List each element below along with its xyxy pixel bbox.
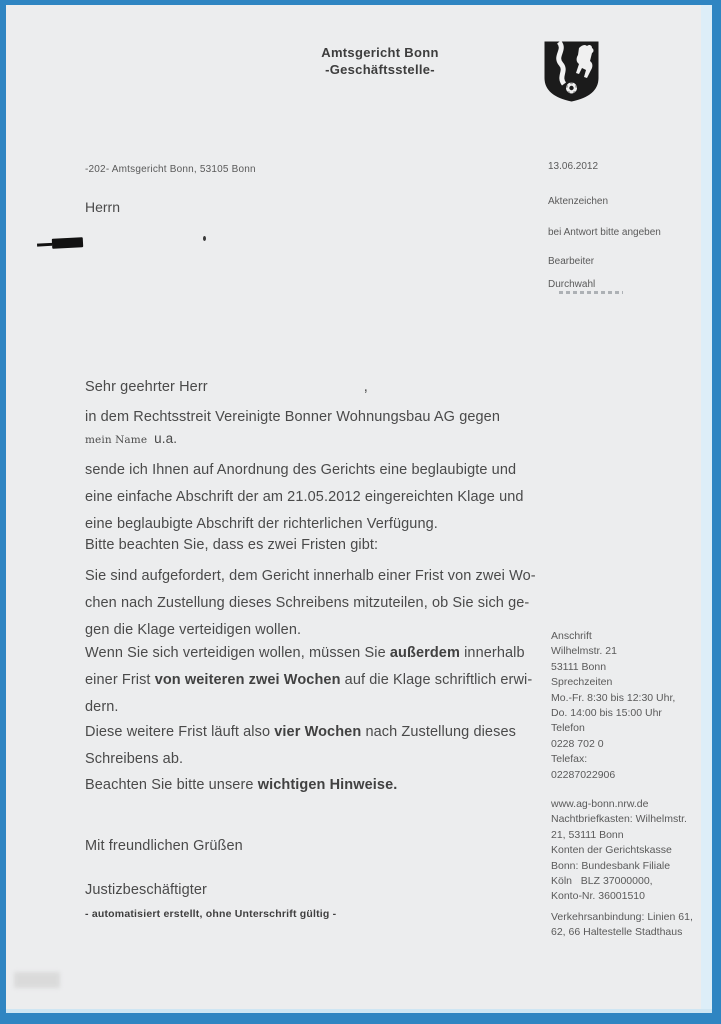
court-address-block: [551, 629, 675, 783]
salutation-line: [85, 374, 368, 401]
text-line: www.ag-bonn.nrw.de: [551, 798, 649, 810]
case-party-suffix: u.a.: [154, 431, 178, 446]
text-line: 53111 Bonn: [551, 660, 607, 673]
salutation-comma: ,: [363, 379, 368, 395]
extension-redaction-mark: [559, 291, 623, 294]
auto-generated-note: - automatisiert erstellt, ohne Unterschrift gültig -: [85, 908, 337, 920]
paragraph-enclosures: [85, 457, 524, 538]
text-line: Beachten Sie bitte unsere wichtigen Hinweise.: [85, 777, 398, 793]
text-line: 21, 53111 Bonn: [551, 828, 624, 841]
recipient-salutation: Herrn: [85, 199, 121, 215]
case-party-line: [85, 425, 177, 454]
text-line: Köln BLZ 37000000,: [551, 875, 653, 888]
letterhead: [290, 44, 470, 78]
text-line: Anschrift: [551, 630, 592, 642]
address-redaction-mark: [52, 237, 83, 249]
text-line: Schreibens ab.: [85, 751, 184, 767]
text-line: Mo.-Fr. 8:30 bis 12:30 Uhr,: [551, 691, 676, 704]
scan-frame-left: [0, 0, 6, 1024]
paragraph-first-deadline: [85, 563, 536, 644]
case-intro-line: in dem Rechtsstreit Vereinigte Bonner Wohnungsbau AG gegen: [85, 409, 501, 425]
text-line: Bonn: Bundesbank Filiale: [551, 859, 671, 872]
paragraph-two-deadlines: [85, 532, 378, 559]
text-line: eine beglaubigte Abschrift der richterlichen Verfügung.: [85, 516, 438, 532]
text-line: 62, 66 Haltestelle Stadthaus: [551, 926, 683, 939]
text-line: Verkehrsanbindung: Linien 61,: [551, 911, 693, 923]
scan-smudge: [14, 972, 60, 988]
paragraph-four-weeks: [85, 719, 516, 773]
text-line: Sie sind aufgefordert, dem Gericht innerhalb einer Frist von zwei Wo-: [85, 568, 536, 584]
text-line: einer Frist von weiteren zwei Wochen auf die Klage schriftlich erwi-: [85, 672, 533, 688]
ink-dot: [203, 236, 206, 241]
text-line: Wilhelmstr. 21: [551, 645, 617, 658]
salutation-text: Sehr geehrter Herr: [85, 379, 208, 395]
text-line: Wenn Sie sich verteidigen wollen, müssen Sie außerdem innerhalb: [85, 645, 525, 661]
letter-date: 13.06.2012: [548, 161, 599, 172]
return-address-line: -202- Amtsgericht Bonn, 53105 Bonn: [85, 164, 256, 175]
signature-role: Justizbeschäftigter: [85, 882, 207, 898]
text-line: Konten der Gerichtskasse: [551, 844, 672, 857]
text-line: Bitte beachten Sie, dass es zwei Fristen gibt:: [85, 537, 379, 553]
court-office: -Geschäftsstelle-: [325, 62, 435, 77]
paragraph-second-deadline: [85, 640, 532, 721]
paragraph-hints: [85, 772, 397, 799]
text-line: eine einfache Abschrift der am 21.05.2012 eingereichten Klage und: [85, 489, 524, 505]
text-line: Diese weitere Frist läuft also vier Wochen nach Zustellung dieses: [85, 724, 516, 740]
text-line: dern.: [85, 699, 119, 715]
scan-frame-top: [0, 0, 721, 5]
extension-label: Durchwahl: [548, 279, 596, 290]
scan-frame-right: [712, 0, 721, 1024]
file-number-label: Aktenzeichen: [548, 196, 609, 207]
text-line: chen nach Zustellung dieses Schreibens mitzuteilen, ob Sie sich ge-: [85, 595, 530, 611]
clerk-label: Bearbeiter: [548, 256, 595, 267]
file-number-note: bei Antwort bitte angeben: [548, 227, 661, 238]
transport-info-block: [551, 910, 693, 941]
case-party-annotation: mein Name: [85, 434, 148, 446]
nrw-coat-of-arms-icon: [543, 40, 600, 103]
text-line: gen die Klage verteidigen wollen.: [85, 622, 302, 638]
text-line: Telefon: [551, 722, 585, 735]
text-line: Telefax:: [551, 753, 588, 766]
court-name: Amtsgericht Bonn: [321, 45, 439, 60]
text-line: Do. 14:00 bis 15:00 Uhr: [551, 707, 662, 720]
text-line: 02287022906: [551, 768, 616, 781]
text-line: sende ich Ihnen auf Anordnung des Gerichts eine beglaubigte und: [85, 462, 517, 478]
scan-frame-right-inner: [701, 0, 712, 1024]
text-line: 0228 702 0: [551, 737, 604, 750]
closing-line: Mit freundlichen Grüßen: [85, 838, 243, 854]
court-info-block: [551, 797, 687, 905]
text-line: Sprechzeiten: [551, 676, 613, 689]
text-line: Nachtbriefkasten: Wilhelmstr.: [551, 813, 687, 826]
text-line: Konto-Nr. 36001510: [551, 890, 645, 903]
scan-frame-bottom: [0, 1013, 721, 1024]
